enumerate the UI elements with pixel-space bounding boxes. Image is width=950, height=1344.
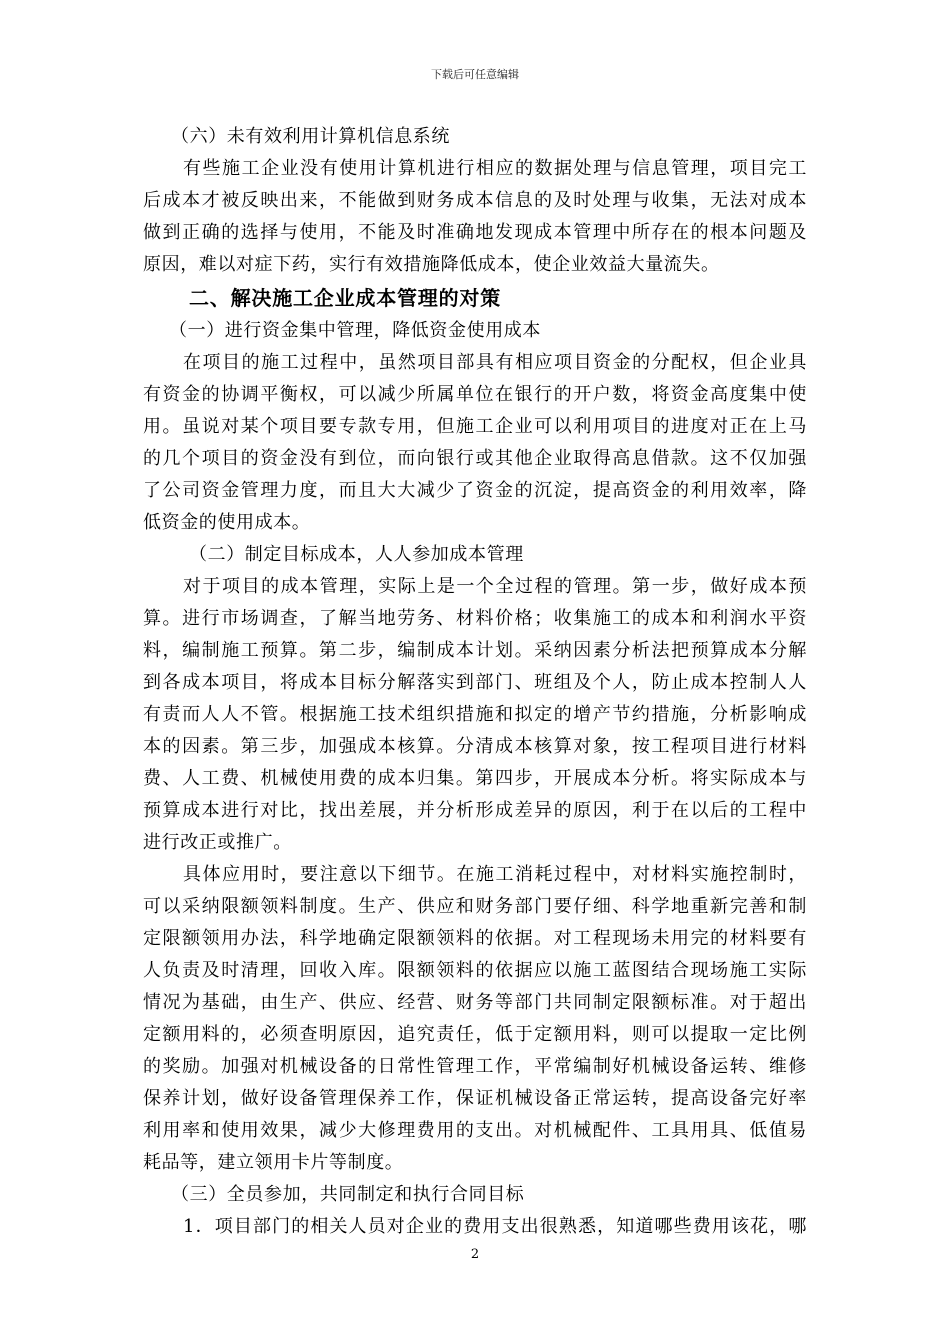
paragraph-line: 保养计划，做好设备管理保养工作，保证机械设备正常运转，提高设备完好率 xyxy=(143,1088,807,1109)
paragraph-line: 1．项目部门的相关人员对企业的费用支出很熟悉，知道哪些费用该花，哪 xyxy=(183,1216,807,1237)
paragraph-line: 了公司资金管理力度，而且大大减少了资金的沉淀，提高资金的利用效率，降 xyxy=(143,480,807,501)
section-subheading: （一）进行资金集中管理，降低资金使用成本 xyxy=(169,320,541,341)
paragraph-line: 进行改正或推广。 xyxy=(143,832,292,853)
section-subheading: （六）未有效利用计算机信息系统 xyxy=(171,126,450,147)
paragraph-line: 在项目的施工过程中，虽然项目部具有相应项目资金的分配权，但企业具 xyxy=(183,352,807,373)
paragraph-line: 的几个项目的资金没有到位，而向银行或其他企业取得高息借款。这不仅加强 xyxy=(143,448,807,469)
paragraph-line: 料，编制施工预算。第二步，编制成本计划。采纳因素分析法把预算成本分解 xyxy=(143,640,807,661)
paragraph-line: 算。进行市场调查，了解当地劳务、材料价格；收集施工的成本和利润水平资 xyxy=(143,608,807,629)
paragraph-line: 用。虽说对某个项目要专款专用，但施工企业可以利用项目的进度对正在上马 xyxy=(143,416,807,437)
paragraph-line: 有资金的协调平衡权，可以减少所属单位在银行的开户数，将资金高度集中使 xyxy=(143,384,807,405)
paragraph-line: 低资金的使用成本。 xyxy=(143,512,311,533)
paragraph-line: 本的因素。第三步，加强成本核算。分清成本核算对象，按工程项目进行材料 xyxy=(143,736,807,757)
paragraph-line: 定额用料的，必须查明原因，追究责任，低于定额用料，则可以提取一定比例 xyxy=(143,1024,807,1045)
page-content xyxy=(143,121,807,1243)
paragraph-line: 具体应用时，要注意以下细节。在施工消耗过程中，对材料实施控制时， xyxy=(183,864,807,885)
paragraph-line: 定限额领用办法，科学地确定限额领料的依据。对工程现场未用完的材料要有 xyxy=(143,928,807,949)
paragraph-line: 有些施工企业没有使用计算机进行相应的数据处理与信息管理，项目完工 xyxy=(183,158,807,179)
paragraph-line: 可以采纳限额领料制度。生产、供应和财务部门要仔细、科学地重新完善和制 xyxy=(143,896,807,917)
paragraph-line: 人负责及时清理，回收入库。限额领料的依据应以施工蓝图结合现场施工实际 xyxy=(143,960,807,981)
paragraph-line: 耗品等，建立领用卡片等制度。 xyxy=(143,1152,404,1173)
section-heading: 二、解决施工企业成本管理的对策 xyxy=(189,286,501,310)
paragraph-line: 做到正确的选择与使用，不能及时准确地发现成本管理中所存在的根本问题及 xyxy=(143,222,807,243)
paragraph-line: 的奖励。加强对机械设备的日常性管理工作，平常编制好机械设备运转、维修 xyxy=(143,1056,807,1077)
paragraph-line: 有责而人人不管。根据施工技术组织措施和拟定的增产节约措施，分析影响成 xyxy=(143,704,807,725)
paragraph-line: 情况为基础，由生产、供应、经营、财务等部门共同制定限额标准。对于超出 xyxy=(143,992,807,1013)
section-subheading: （三）全员参加，共同制定和执行合同目标 xyxy=(171,1184,525,1205)
paragraph-line: 后成本才被反映出来，不能做到财务成本信息的及时处理与收集，无法对成本 xyxy=(143,190,807,211)
paragraph-line: 预算成本进行对比，找出差展，并分析形成差异的原因，利于在以后的工程中 xyxy=(143,800,807,821)
paragraph-line: 利用率和使用效果，减少大修理费用的支出。对机械配件、工具用具、低值易 xyxy=(143,1120,807,1141)
section-subheading: （二）制定目标成本，人人参加成本管理 xyxy=(189,544,524,565)
paragraph-line: 原因，难以对症下药，实行有效措施降低成本，使企业效益大量流失。 xyxy=(143,254,720,275)
paragraph-line: 费、人工费、机械使用费的成本归集。第四步，开展成本分析。将实际成本与 xyxy=(143,768,807,789)
paragraph-line: 到各成本项目，将成本目标分解落实到部门、班组及个人，防止成本控制人人 xyxy=(143,672,807,693)
page-header: 下载后可任意编辑 xyxy=(431,68,519,81)
paragraph-line: 对于项目的成本管理，实际上是一个全过程的管理。第一步，做好成本预 xyxy=(183,576,807,597)
page-number: 2 xyxy=(470,1247,480,1262)
